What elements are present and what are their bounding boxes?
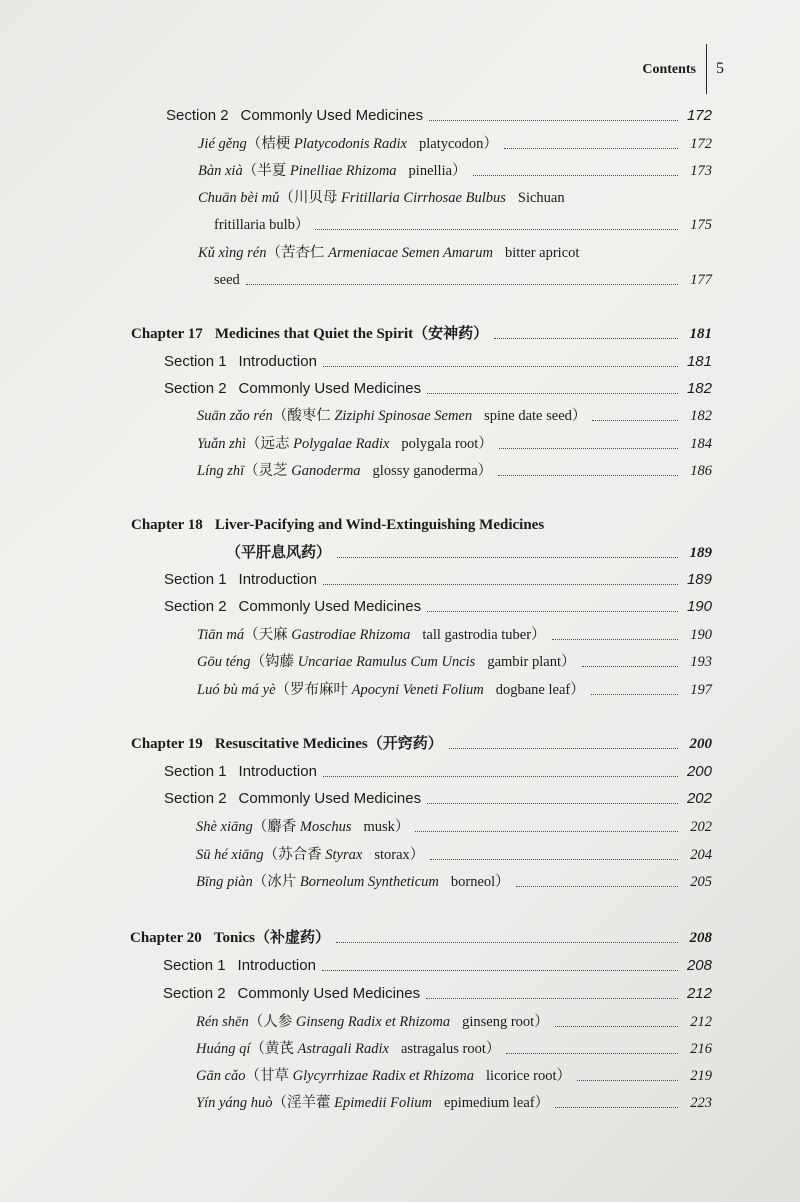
header-title: Contents (642, 62, 696, 77)
entry-text: borneol） (450, 874, 510, 890)
entry-text: ginseng root） (462, 1014, 549, 1030)
toc-entry-text (196, 817, 409, 837)
entry-text: Section 2 (164, 598, 227, 615)
entry-italic-text: Pinelliae Rhizoma (289, 163, 397, 179)
dot-leader (498, 474, 678, 476)
page-number: 216 (690, 1041, 712, 1057)
page-number: 186 (690, 463, 712, 479)
toc-entry (197, 621, 712, 645)
entry-text: （远志 (246, 436, 294, 452)
entry-text: glossy ganoderma） (372, 463, 493, 479)
entry-italic-text: Luó bù má yè (197, 682, 276, 698)
entry-italic-text: Borneolum Syntheticum (299, 874, 439, 890)
entry-text: astragalus root） (400, 1041, 501, 1057)
dot-leader (504, 147, 678, 149)
page-number: 172 (686, 107, 712, 124)
entry-text: （甘草 (245, 1068, 293, 1084)
entry-italic-text: Uncariae Ramulus Cum Uncis (297, 654, 476, 670)
page-number: 193 (690, 654, 712, 670)
entry-italic-text: Ziziphi Spinosae Semen (334, 408, 473, 424)
entry-text: （苦杏仁 (266, 245, 329, 261)
entry-italic-text: Gōu téng (197, 654, 251, 670)
toc-entry (198, 130, 712, 154)
entry-italic-text: Bàn xià (198, 163, 243, 179)
page-number: 202 (690, 819, 712, 835)
entry-italic-text: Apocyni Veneti Folium (351, 682, 484, 698)
entry-text: Introduction (238, 353, 317, 370)
dot-leader (323, 583, 678, 585)
entry-text: （半夏 (242, 163, 290, 179)
toc-entry-text (198, 134, 498, 154)
entry-italic-text: Rén shēn (196, 1014, 249, 1030)
entry-text: Chapter 18 (131, 517, 203, 533)
entry-italic-text: Kǔ xìng rén (198, 245, 267, 261)
entry-italic-text: Ganoderma (291, 463, 361, 479)
dot-leader (449, 747, 678, 749)
toc-entry (131, 511, 712, 535)
toc-entry (197, 676, 712, 700)
entry-text: Section 1 (164, 353, 227, 370)
toc-entry-text (197, 406, 586, 426)
toc-entry (164, 758, 712, 782)
page-number: 212 (686, 985, 712, 1002)
page-number: 190 (690, 627, 712, 643)
toc-entry (164, 348, 712, 372)
entry-italic-text: Chuān bèi mǔ (198, 190, 280, 206)
entry-text: （苏合香 (263, 847, 326, 863)
dot-leader (415, 830, 678, 832)
entry-text: tall gastrodia tuber） (422, 627, 546, 643)
dot-leader (494, 337, 678, 339)
entry-text: platycodon） (419, 136, 498, 152)
entry-text: Introduction (238, 571, 317, 588)
entry-text: seed (214, 272, 240, 288)
entry-text: Section 2 (164, 380, 227, 397)
page-number: 190 (686, 598, 712, 615)
entry-italic-text: Huáng qí (196, 1041, 251, 1057)
entry-italic-text: Fritillaria Cirrhosae Bulbus (340, 190, 506, 206)
dot-leader (577, 1079, 678, 1081)
toc-entry (164, 375, 712, 399)
dot-leader (516, 885, 678, 887)
entry-text: Introduction (238, 763, 317, 780)
entry-italic-text: Suān zǎo rén (197, 408, 273, 424)
entry-text: （桔梗 (246, 136, 294, 152)
page-number: 182 (690, 408, 712, 424)
header-divider (706, 44, 707, 94)
page-number: 200 (689, 736, 712, 752)
toc-entry (163, 980, 712, 1004)
entry-text: Commonly Used Medicines (238, 598, 422, 615)
entry-italic-text: Jié gěng (198, 136, 247, 152)
toc-entry-text (164, 570, 317, 590)
toc-entry-text (131, 515, 544, 535)
entry-text: （灵芝 (244, 463, 292, 479)
toc-entry-text (164, 379, 421, 399)
toc-entry-text (164, 762, 317, 782)
entry-text: Section 2 (166, 107, 229, 124)
entry-text: Liver-Pacifying and Wind-Extinguishing Medicines (214, 517, 545, 533)
entry-text: Chapter 20 (130, 930, 202, 946)
entry-text: （罗布麻叶 (275, 682, 352, 698)
dot-leader (246, 283, 678, 285)
entry-text: （酸枣仁 (272, 408, 335, 424)
toc-entry-text (196, 1039, 500, 1059)
entry-italic-text: Platycodonis Radix (293, 136, 407, 152)
entry-italic-text: Armeniacae Semen Amarum (328, 245, 493, 261)
toc-entry-text (197, 434, 493, 454)
toc-entry-text (197, 652, 576, 672)
entry-text: musk） (363, 819, 410, 835)
entry-text: Sichuan (517, 190, 565, 206)
dot-leader (555, 1025, 678, 1027)
entry-text: （人参 (248, 1014, 296, 1030)
entry-text: Commonly Used Medicines (237, 985, 421, 1002)
header-page-number: 5 (716, 60, 724, 77)
entry-text: Section 2 (163, 985, 226, 1002)
entry-italic-text: Yuǎn zhì (197, 436, 247, 452)
page-number: 200 (686, 763, 712, 780)
dot-leader (582, 665, 678, 667)
dot-leader (506, 1052, 678, 1054)
page-number: 197 (690, 682, 712, 698)
page-number: 202 (686, 790, 712, 807)
dot-leader (429, 119, 678, 121)
toc-entry-text (196, 1093, 549, 1113)
toc-entry (196, 868, 712, 892)
entry-text: Resuscitative Medicines（开窍药） (214, 736, 443, 752)
page-number: 173 (690, 163, 712, 179)
entry-text: Section 1 (164, 763, 227, 780)
dot-leader (499, 447, 678, 449)
entry-italic-text: Gān cǎo (196, 1068, 246, 1084)
toc-entry-text (166, 106, 423, 126)
entry-italic-text: Polygalae Radix (293, 436, 390, 452)
toc-entry (214, 266, 712, 290)
toc-entry (164, 566, 712, 590)
page-number: 181 (686, 353, 712, 370)
toc-entry (166, 102, 712, 126)
toc-entry-text (196, 872, 510, 892)
page-number: 208 (686, 957, 712, 974)
toc-entry (196, 1035, 712, 1059)
toc-entry-text (197, 461, 492, 481)
toc-entry (198, 184, 712, 208)
page-number: 204 (690, 847, 712, 863)
dot-leader (552, 638, 678, 640)
page-number: 182 (686, 380, 712, 397)
page-number: 189 (686, 571, 712, 588)
toc-entry-text (164, 789, 421, 809)
entry-text: spine date seed） (484, 408, 587, 424)
toc-entry (198, 239, 712, 263)
dot-leader (315, 228, 678, 230)
toc-entry (196, 1062, 712, 1086)
entry-italic-text: Shè xiāng (196, 819, 253, 835)
toc-entry-text (198, 188, 565, 208)
page-number: 177 (690, 272, 712, 288)
toc-entry (197, 648, 712, 672)
entry-text: （黄芪 (250, 1041, 298, 1057)
entry-text: （平肝息风药） (226, 545, 332, 561)
dot-leader (322, 969, 678, 971)
toc-entry-text (164, 352, 317, 372)
page-number: 208 (689, 930, 712, 946)
dot-leader (323, 365, 678, 367)
dot-leader (592, 419, 678, 421)
page-number: 212 (690, 1014, 712, 1030)
toc-entry (131, 320, 712, 344)
entry-text: （川贝母 (279, 190, 341, 206)
toc-entry-text (198, 243, 579, 263)
dot-leader (427, 802, 678, 804)
entry-text: fritillaria bulb） (214, 217, 310, 233)
toc-entry (197, 430, 712, 454)
page-number: 189 (689, 545, 712, 561)
entry-text: Section 1 (163, 957, 226, 974)
entry-text: Medicines that Quiet the Spirit（安神药） (214, 326, 489, 342)
entry-text: Chapter 19 (131, 736, 203, 752)
toc-entry (164, 785, 712, 809)
page-number: 223 (690, 1095, 712, 1111)
entry-italic-text: Líng zhī (197, 463, 245, 479)
toc-entry-text (163, 956, 316, 976)
entry-text: licorice root） (486, 1068, 571, 1084)
toc-entry (196, 841, 712, 865)
page-number: 175 (690, 217, 712, 233)
entry-text: storax） (374, 847, 425, 863)
toc-entry-text (226, 543, 331, 563)
page-number: 172 (690, 136, 712, 152)
entry-text: epimedium leaf） (444, 1095, 550, 1111)
entry-text: Commonly Used Medicines (238, 380, 422, 397)
toc-entry (198, 157, 712, 181)
toc-entry (214, 211, 712, 235)
toc-entry-text (196, 1012, 549, 1032)
dot-leader (427, 610, 678, 612)
dot-leader (430, 858, 678, 860)
entry-italic-text: Tiān má (197, 627, 245, 643)
entry-text: dogbane leaf） (495, 682, 585, 698)
toc-entry-text (198, 161, 467, 181)
toc-entry (163, 952, 712, 976)
dot-leader (426, 997, 678, 999)
toc-entry (196, 813, 712, 837)
entry-italic-text: Yín yáng huò (196, 1095, 273, 1111)
entry-text: pinellia） (408, 163, 467, 179)
dot-leader (337, 556, 678, 558)
toc-entry-text (131, 324, 488, 344)
dot-leader (427, 392, 678, 394)
entry-text: Section 2 (164, 790, 227, 807)
dot-leader (323, 775, 678, 777)
entry-text: Chapter 17 (131, 326, 203, 342)
toc-entry-text (164, 597, 421, 617)
entry-italic-text: Astragali Radix (297, 1041, 389, 1057)
entry-text: （冰片 (252, 874, 300, 890)
entry-text: gambir plant） (487, 654, 576, 670)
entry-text: Section 1 (164, 571, 227, 588)
toc-entry-text (197, 680, 585, 700)
entry-italic-text: Sū hé xiāng (196, 847, 264, 863)
entry-text: Introduction (237, 957, 316, 974)
toc-entry-text (197, 625, 546, 645)
toc-entry (197, 457, 712, 481)
page-number: 184 (690, 436, 712, 452)
entry-italic-text: Epimedii Folium (334, 1095, 433, 1111)
dot-leader (555, 1106, 678, 1108)
entry-text: Commonly Used Medicines (240, 107, 424, 124)
dot-leader (336, 941, 678, 943)
entry-italic-text: Ginseng Radix et Rhizoma (295, 1014, 451, 1030)
dot-leader (473, 174, 678, 176)
entry-italic-text: Styrax (325, 847, 363, 863)
toc-entry (131, 730, 712, 754)
dot-leader (591, 693, 678, 695)
toc-entry-text (214, 270, 240, 290)
entry-text: bitter apricot (504, 245, 580, 261)
entry-italic-text: Gastrodiae Rhizoma (291, 627, 411, 643)
page-number: 181 (689, 326, 712, 342)
toc-entry (130, 924, 712, 948)
entry-text: polygala root） (401, 436, 493, 452)
entry-text: （天麻 (244, 627, 292, 643)
toc-entry-text (131, 734, 443, 754)
toc-entry (226, 539, 712, 563)
entry-italic-text: Moschus (299, 819, 352, 835)
toc-entry-text (130, 928, 330, 948)
toc-entry-text (214, 215, 309, 235)
entry-italic-text: Bīng piàn (196, 874, 253, 890)
toc-entry (196, 1089, 712, 1113)
entry-text: （麝香 (252, 819, 300, 835)
toc-entry-text (163, 984, 420, 1004)
toc-entry (197, 402, 712, 426)
entry-text: （淫羊藿 (272, 1095, 335, 1111)
entry-text: （钩藤 (250, 654, 298, 670)
entry-text: Tonics（补虚药） (213, 930, 330, 946)
toc-entry (164, 593, 712, 617)
toc-entry-text (196, 845, 424, 865)
toc-entry (196, 1008, 712, 1032)
entry-italic-text: Glycyrrhizae Radix et Rhizoma (292, 1068, 475, 1084)
entry-text: Commonly Used Medicines (238, 790, 422, 807)
toc-entry-text (196, 1066, 571, 1086)
page-number: 219 (690, 1068, 712, 1084)
page-number: 205 (690, 874, 712, 890)
